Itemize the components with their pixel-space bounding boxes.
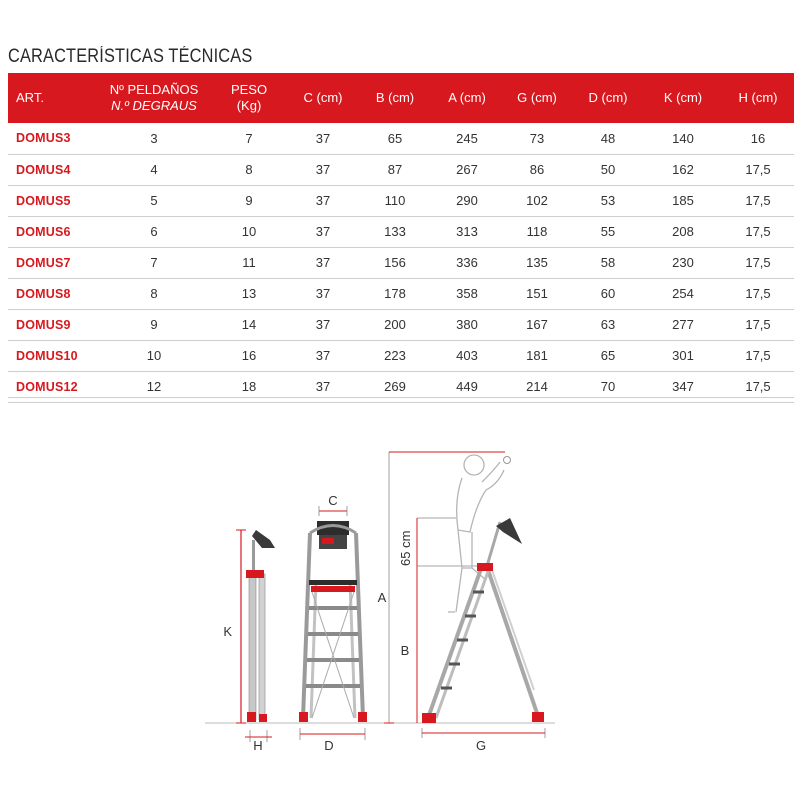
table-cell: 8 (245, 162, 253, 177)
table-cell: 380 (456, 317, 478, 332)
table-cell: 10 (241, 224, 257, 239)
table-cell: 140 (672, 130, 694, 146)
table-cell: 16 (241, 348, 257, 363)
table-cell: 37 (315, 162, 331, 177)
table-cell: 102 (526, 193, 548, 208)
table-cell: 313 (456, 224, 478, 239)
table-cell: 214 (526, 379, 548, 394)
table-cell: 185 (672, 193, 694, 208)
table-cell: 14 (241, 317, 257, 332)
table-cell: 277 (672, 317, 694, 332)
table-cell: 17,5 (745, 317, 771, 332)
table-cell: 17,5 (745, 348, 771, 363)
table-cell: 245 (456, 130, 478, 146)
foot-icon (247, 712, 256, 722)
a-label: A (377, 590, 387, 605)
table-cell: 5 (150, 193, 158, 208)
header-a: A (cm) (448, 90, 486, 105)
table-cell: 48 (600, 130, 616, 146)
table-cell: 50 (600, 162, 616, 177)
table-cell: 13 (241, 286, 257, 301)
table-cell: 87 (387, 162, 403, 177)
table-cell: 133 (384, 224, 406, 239)
table-cell: 37 (315, 255, 331, 270)
table-cell: 37 (315, 130, 331, 146)
table-cell: 17,5 (745, 255, 771, 270)
table-cell: 37 (315, 224, 331, 239)
model-name-cell: DOMUS7 (16, 255, 71, 270)
table-cell: 17,5 (745, 162, 771, 177)
table-cell: 73 (529, 130, 545, 146)
table-cell: 65 (387, 130, 403, 146)
side-ladder-view (378, 452, 545, 753)
header-steps-line1: Nº PELDAÑOS (109, 82, 199, 97)
model-name-cell: DOMUS6 (16, 224, 71, 239)
table-cell: 208 (672, 224, 694, 239)
table-cell: 12 (146, 379, 162, 394)
model-name-cell: DOMUS8 (16, 286, 71, 301)
table-cell: 37 (315, 348, 331, 363)
table-cell: 17,5 (745, 379, 771, 394)
table-cell: 403 (456, 348, 478, 363)
table-cell: 449 (456, 379, 478, 394)
table-cell: 347 (672, 379, 694, 394)
table-cell: 290 (456, 193, 478, 208)
table-cell: 301 (672, 348, 694, 363)
table-cell: 9 (245, 193, 253, 208)
table-cell: 63 (600, 317, 616, 332)
table-cell: 336 (456, 255, 478, 270)
table-cell: 178 (384, 286, 406, 301)
table-cell: 18 (241, 379, 257, 394)
model-name-cell: DOMUS9 (16, 317, 71, 332)
table-cell: 17,5 (745, 193, 771, 208)
table-cell: 230 (672, 255, 694, 270)
page-title: CARACTERÍSTICAS TÉCNICAS (8, 46, 253, 67)
header-weight-line2: (Kg) (236, 98, 262, 113)
b-label: B (400, 643, 410, 658)
rise-label: 65 cm (398, 530, 413, 566)
h-label: H (253, 738, 263, 753)
folded-ladder-view (223, 530, 275, 753)
table-cell: 267 (456, 162, 478, 177)
table-cell: 86 (529, 162, 545, 177)
table-cell: 151 (526, 286, 548, 301)
k-label: K (223, 624, 232, 639)
model-name-cell: DOMUS3 (16, 131, 71, 146)
front-ladder-view (299, 493, 367, 753)
g-label: G (475, 738, 487, 753)
model-name-cell: DOMUS10 (16, 348, 78, 363)
table-cell: 37 (315, 317, 331, 332)
table-cell: 70 (600, 379, 616, 394)
table-cell: 135 (526, 255, 548, 270)
table-cell: 58 (600, 255, 616, 270)
model-name-cell: DOMUS4 (16, 162, 71, 177)
header-steps-line2: N.º DEGRAUS (111, 98, 197, 113)
table-cell: 254 (672, 286, 694, 301)
table-cell: 60 (600, 286, 616, 301)
header-weight-line1: PESO (230, 82, 268, 97)
c-label: C (328, 493, 338, 508)
table-cell: 55 (600, 224, 616, 239)
header-b: B (cm) (375, 90, 415, 105)
table-cell: 65 (600, 348, 616, 363)
table-cell: 53 (600, 193, 616, 208)
header-c: C (cm) (303, 90, 343, 105)
table-cell: 9 (150, 317, 158, 332)
table-cell: 181 (526, 348, 548, 363)
model-name-cell: DOMUS12 (16, 379, 78, 394)
table-cell: 17,5 (745, 224, 771, 239)
header-k: K (cm) (663, 90, 703, 105)
table-cell: 37 (315, 286, 331, 301)
table-cell: 223 (384, 348, 406, 363)
table-cell: 17,5 (745, 286, 771, 301)
handle-icon (252, 530, 275, 548)
bulb-icon (504, 457, 511, 464)
table-cell: 7 (245, 130, 253, 146)
table-cell: 162 (672, 162, 694, 177)
table-cell: 37 (315, 379, 331, 394)
table-cell: 37 (315, 193, 331, 208)
table-cell: 8 (150, 286, 158, 301)
header-d: D (cm) (588, 90, 628, 105)
d-label: D (324, 738, 334, 753)
table-cell: 11 (242, 255, 256, 270)
table-cell: 118 (526, 224, 548, 239)
table-cell: 7 (150, 255, 158, 270)
table-cell: 110 (384, 193, 406, 208)
table-cell: 10 (146, 348, 162, 363)
header-h: H (cm) (738, 90, 778, 105)
header-art: ART. (16, 90, 44, 105)
table-cell: 358 (456, 286, 478, 301)
table-cell: 200 (384, 317, 406, 332)
table-cell: 269 (384, 379, 406, 394)
handle-icon (496, 518, 522, 544)
table-cell: 167 (526, 317, 548, 332)
table-cell: 4 (150, 162, 158, 177)
table-cell: 3 (150, 130, 158, 146)
table-cell: 156 (384, 255, 406, 270)
header-g: G (cm) (517, 90, 557, 105)
table-cell: 16 (750, 130, 766, 146)
model-name-cell: DOMUS5 (16, 193, 71, 208)
table-cell: 6 (150, 224, 158, 239)
